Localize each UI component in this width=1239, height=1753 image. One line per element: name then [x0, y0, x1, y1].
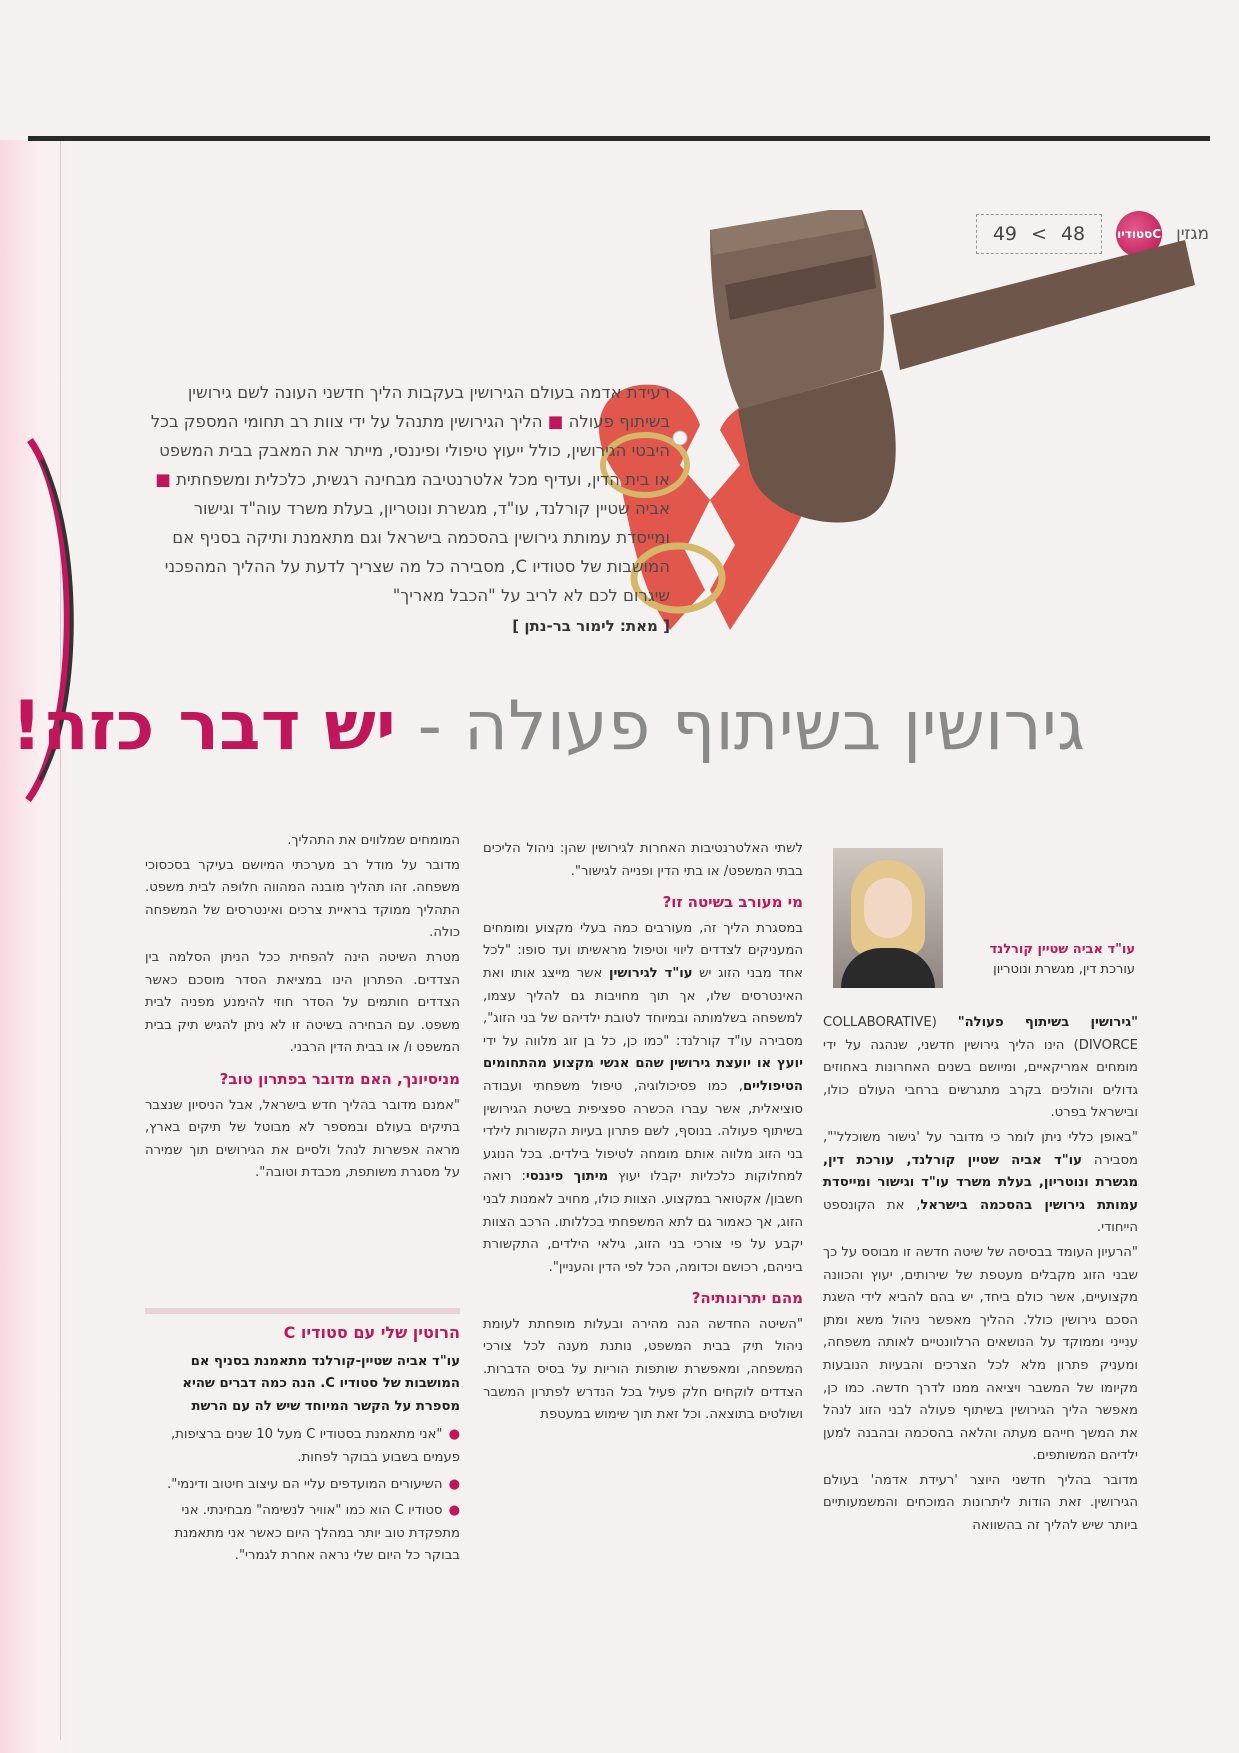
col1-term: "גירושין בשיתוף פעולה" — [957, 1015, 1138, 1030]
col2-heading-2: מהם יתרונותיה? — [691, 1289, 803, 1308]
bullet-icon: ● — [448, 1503, 460, 1519]
author-name: עו"ד אביה שטיין קורלנד — [989, 942, 1135, 957]
lead-part-2: הליך הגירושין מתנהל על ידי צוות רב תחומי המספק בכל היבטי הגירושין, כולל ייעוץ טיפולי ופיננסי, מייתר את המאבק בבית המשפט או בית הדין, ועדיף מכל אלטרנטיבה מבחינה רגשית, כלכלית ומשפחתית — [150, 412, 670, 489]
author-caption — [905, 940, 1135, 980]
col3-p4: "אמנם מדובר בהליך חדש בישראל, אבל הניסיון שנצבר בתיקים בעולם ובמספר לא מבוטל של תיקים בארץ, מראה אפשרות לנהל ולסיים את הגירושים תוך שמירה על מסגרת משותפת, מכבדת וטובה". — [145, 1097, 460, 1181]
col2-p1: לשתי האלטרנטיבות האחרות לגירושין שהן: ניהול הליכים בבתי המשפט/ או בתי הדין ופנייה לגישור". — [483, 841, 803, 879]
sidebar-box — [145, 1308, 460, 1572]
box-title: הרוטין שלי עם סטודיו C — [283, 1323, 460, 1342]
author-role: עורכת דין, מגשרת ונוטריון — [993, 962, 1135, 977]
page-number-left: 49 — [992, 223, 1018, 245]
col2-p2d: : רואה חשבון/ אקטואר במקצוע. הצוות כולו, מחויב לאמנות לבני הזוג, אך כאמור גם לתא המשפחתי בכללותו. הרכב הצוות יקבע על פי צורכי בני הזוג, גילאי הילדים, התקשורת ביניהם, רכושם וכדומה, הכל לפי הדין והעניין". — [483, 1169, 803, 1275]
list-item: ●סטודיו C הוא כמו "אוויר לנשימה" מבחינתי. אני מתפקדת טוב יותר במהלך היום כאשר אני מתאמנת בבוקר כל היום שלי נראה אחרת לגמרי". — [174, 1503, 460, 1564]
col1-p1: (COLLABORATIVE DIVORCE) הינו הליך גירושין חדשני, שנהגה על ידי מומחים אמריקאיים, ומיושם בשנים האחרונות באחוזים גדולים והולכים בקרב מתגרשים ברחבי העולם כולו, ובישראל בפרט. — [823, 1015, 1138, 1121]
col3-p2: מדובר על מודל רב מערכתי המיושם בעיקר בסכסוכי משפחה. זהו תהליך מובנה המהווה חלופה לבית משפט. התהליך ממוקד בראיית צרכים ואינטרסים של המשפחה כולה. — [145, 857, 460, 941]
box-list — [145, 1424, 460, 1568]
col3-p3: מטרת השיטה הינה להפחית ככל הניתן הסלמה בין הצדדים. הפתרון הינו במציאת הסדר מוסכם כאשר הצדדים חותמים על הסדר חוזי להימנע מפניה לבית משפט. עם הבחירה בשיטה זו לא ניתן להגיש תיק בבית המשפט ו/ או בבית הדין הרבני. — [145, 949, 460, 1056]
col3-p1: המומחים שמלווים את התהליך. — [287, 833, 460, 848]
col1-p3: "הרעיון העומד בבסיסה של שיטה חדשה זו מבוסס על כך שבני הזוג מקבלים מעטפת של שירותים, יעוץ והכוונה מקצועיים, אשר כולם ביחד, יש בהם להביא לידי השגת הסכם גירושין כולל. ההליך מאפשר ניהול משא ומתן ענייני וממוקד על הנושאים הרלוונטיים לאותה משפחה, ומעניק פתרון מלא לכל הצרכים והבעיות הנובעות מקיומו של המשבר ויציאה ממנו לדרך חדשה. כמו כן, מאפשר הליך הגירושין בשיתוף פעולה לבני הזוג לנהל את המשך חייהם מעתה והלאה בהסכמה ובהבנה למען ילדיהם המשותפים. — [823, 1244, 1138, 1464]
list-item: ●"אני מתאמנת בסטודיו C מעל 10 שנים ברציפות, פעמים בשבוע בבוקר לפחות. — [171, 1427, 460, 1465]
studio-c-logo: Cסטודיו — [1116, 211, 1162, 257]
magazine-label: מגזין — [1176, 224, 1209, 244]
byline-credit: [ מאת: לימור בר-נתן ] — [512, 617, 670, 635]
col3-heading-1: מניסיונך, האם מדובר בפתרון טוב? — [219, 1069, 460, 1088]
article-column-3 — [145, 830, 460, 1187]
bullet-icon: ● — [448, 1476, 460, 1492]
col2-p2c: , כמו פסיכולוגיה, טיפול משפחתי ועבודה סוציאלית, אשר עברו הכשרה ספציפית בשיטת הגירושין בשיתוף פעולה. בנוסף, לשם פתרון בעיות הקשורות לילדי בני הזוג מלווה אותם מומחה לטיפול בילדים. בכל הנוגע למחלוקות כלכליות יקבלו יעוץ — [483, 1078, 804, 1185]
bullet-icon: ● — [448, 1427, 460, 1443]
article-column-2 — [483, 838, 803, 1429]
article-title — [11, 682, 1085, 772]
lead-separator-2: ■ — [155, 470, 171, 489]
lead-part-3: אביה שטיין קורלנד, עו"ד, מגשרת ונוטריון, בעלת משרד עוה"ד וגישור ומייסדת עמותת גירושין בהסכמה בישראל וגם מתאמנת ותיקה בסניף אם המושבות של סטודיו C, מסבירה כל מה שצריך לדעת על ההליך המהפכני שיגרום לכם לא לריב על "הכבל מאריך" — [164, 499, 670, 605]
title-part-1: גירושין בשיתוף פעולה - — [395, 687, 1085, 766]
col2-p2b: אשר מייצג אותו ואת האינטרסים שלו, אך תוך מחויבות גם להליך עצמו, למשפחה בשלמותה ובמיוחד לטובת ילדיהם של בני הזוג", מסבירה עו"ד קורלנד: "כמו כן, כל בן זוג מלווה על ידי — [483, 965, 803, 1049]
col2-p2a: במסגרת הליך זה, מעורבים כמה בעלי מקצוע ומומחים המעניקים לצדדים ליווי וטיפול מראשיתו ועד סופו: "לכל אחד מבני הזוג יש — [483, 920, 804, 981]
col2-bold-2: יועץ או יועצת גירושין שהם אנשי מקצוע מהתחומים הטיפוליים — [483, 1056, 803, 1094]
col2-bold-3: מיתוך פיננסי — [525, 1169, 609, 1185]
page-edge-line — [60, 140, 81, 1740]
col2-p3: "השיטה החדשה הנה מהירה ובעלות מופחתת לעומת ניהול תיק בבית המשפט, נותנת מענה לכל צורכי המשפחה, ומאפשרת שותפות הוריות על בסיס הדברות. הצדדים לוקחים חלק פעיל בכל הנדרש לפתרון המשבר ושולטים בתוצאה. וכל זאת תוך שימוש במעטפת — [483, 1316, 803, 1423]
article-column-1 — [823, 1012, 1138, 1540]
title-part-2: יש דבר כזה! — [11, 687, 396, 766]
col1-p2a: "באופן כללי ניתן לומר כי מדובר על 'גישור משוכלל'", מסבירה — [823, 1129, 1138, 1168]
page-number-right: 48 — [1060, 223, 1086, 245]
col1-p4: מדובר בהליך חדשני היוצר 'רעידת אדמה' בעולם הגירושין. זאת הודות ליתרונות המוכחים והמשמעותיים ביותר שיש להליך זה בהשוואה — [823, 1472, 1138, 1534]
top-rule — [28, 136, 1210, 141]
lead-part-1: רעידת אדמה בעולם הגירושין בעקבות הליך חדשני העונה לשם גירושין בשיתוף פעולה — [187, 383, 670, 431]
col1-p2-bold: עו"ד אביה שטיין קורלנד, עורכת דין, מגשרת ונוטריון, בעלת משרד עו"ד וגישור ומייסדת עמותת גירושין בהסכמה בישראל — [823, 1152, 1138, 1213]
col2-bold-1: עו"ד לגירושין — [608, 965, 693, 981]
lead-separator-1: ■ — [547, 412, 564, 431]
box-intro: עו"ד אביה שטיין-קורלנד מתאמנת בסניף אם המושבות של סטודיו C. הנה כמה דברים שהיא מספרת על הקשר המיוחד שיש לה עם הרשת — [182, 1353, 460, 1414]
lead-paragraph — [140, 378, 670, 641]
col1-p2b: , את הקונספט הייחודי. — [823, 1197, 1138, 1236]
list-item: ●השיעורים המועדפים עליי הם עיצוב חיטוב ודינמי". — [167, 1476, 460, 1492]
col2-heading-1: מי מעורב בשיטה זו? — [662, 893, 803, 912]
page-separator: < — [1031, 223, 1047, 245]
